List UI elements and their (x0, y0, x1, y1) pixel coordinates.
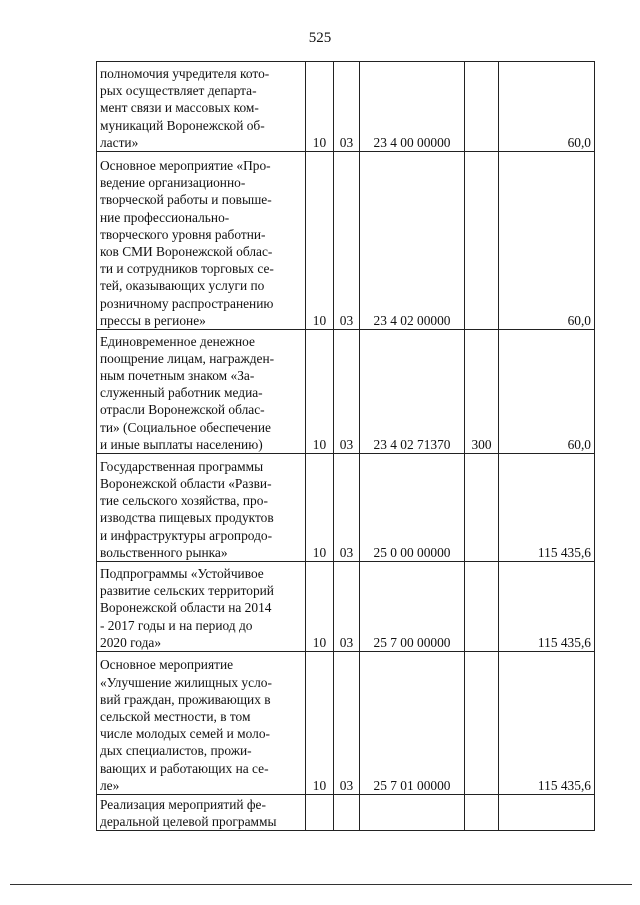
amount-cell (499, 795, 595, 831)
section-code-cell: 10 (306, 652, 334, 795)
bottom-rule (10, 884, 632, 885)
target-item-cell (360, 795, 465, 831)
amount-cell: 115 435,6 (499, 652, 595, 795)
expense-type-cell (465, 652, 499, 795)
section-code-cell: 10 (306, 330, 334, 454)
table-row (97, 454, 595, 562)
table-row (97, 330, 595, 454)
table-row (97, 652, 595, 795)
row-name: Реализация мероприятий фе- деральной целевой программы (100, 796, 277, 829)
expense-type-cell (465, 152, 499, 330)
row-name: Единовременное денежное поощрение лицам, награжден- ным почетным знаком «За- служенный работник медиа- отрасли Воронежской облас- ти» (Социальное обеспечение и иные выплаты населению) (100, 333, 275, 452)
section-code-cell: 10 (306, 454, 334, 562)
row-name-cell (97, 330, 306, 454)
expense-type-cell (465, 795, 499, 831)
row-name-cell (97, 152, 306, 330)
subsection-code-cell: 03 (334, 330, 360, 454)
amount-cell: 60,0 (499, 62, 595, 152)
page-number: 525 (308, 30, 332, 46)
expense-type-cell (465, 562, 499, 652)
amount-cell: 115 435,6 (499, 562, 595, 652)
amount-cell: 115 435,6 (499, 454, 595, 562)
row-name-cell (97, 454, 306, 562)
subsection-code-cell: 03 (334, 562, 360, 652)
target-item-cell: 23 4 02 71370 (360, 330, 465, 454)
row-name: Основное мероприятие «Улучшение жилищных усло- вий граждан, проживающих в сельской местности, в том числе молодых семей и моло- дых специалистов, прожи- вающих и работающих на се- ле» (100, 657, 272, 793)
expense-type-cell (465, 62, 499, 152)
row-name: Подпрограммы «Устойчивое развитие сельских территорий Воронежской области на 2014 - 2017 годы и на период до 2020 года» (100, 565, 274, 650)
row-name-cell (97, 62, 306, 152)
expense-type-cell: 300 (465, 330, 499, 454)
target-item-cell: 23 4 00 00000 (360, 62, 465, 152)
budget-table (96, 61, 595, 831)
section-code-cell: 10 (306, 152, 334, 330)
section-code-cell: 10 (306, 62, 334, 152)
table-row (97, 152, 595, 330)
subsection-code-cell: 03 (334, 62, 360, 152)
table-row (97, 562, 595, 652)
subsection-code-cell (334, 795, 360, 831)
row-name: Основное мероприятие «Про- ведение организационно- творческой работы и повыше- ние профессионально- творческого уровня работни- ков СМИ Воронежской облас- ти и сотрудников торговых се- тей, оказывающих услуги по розничному распространению прессы в регионе» (100, 157, 274, 328)
subsection-code-cell: 03 (334, 454, 360, 562)
expense-type-cell (465, 454, 499, 562)
subsection-code-cell: 03 (334, 152, 360, 330)
target-item-cell: 23 4 02 00000 (360, 152, 465, 330)
section-code-cell (306, 795, 334, 831)
row-name: Государственная программы Воронежской области «Разви- тие сельского хозяйства, про- изводства пищевых продуктов и инфраструктуры агропродо- вольственного рынка» (100, 458, 274, 560)
table-row (97, 795, 595, 831)
target-item-cell: 25 0 00 00000 (360, 454, 465, 562)
table-row (97, 62, 595, 152)
amount-cell: 60,0 (499, 152, 595, 330)
target-item-cell: 25 7 01 00000 (360, 652, 465, 795)
amount-cell: 60,0 (499, 330, 595, 454)
section-code-cell: 10 (306, 562, 334, 652)
row-name-cell (97, 652, 306, 795)
target-item-cell: 25 7 00 00000 (360, 562, 465, 652)
row-name-cell (97, 795, 306, 831)
subsection-code-cell: 03 (334, 652, 360, 795)
row-name-cell (97, 562, 306, 652)
row-name: полномочия учредителя кото- рых осуществляет департа- мент связи и массовых ком- муникаций Воронежской об- ласти» (100, 65, 270, 150)
